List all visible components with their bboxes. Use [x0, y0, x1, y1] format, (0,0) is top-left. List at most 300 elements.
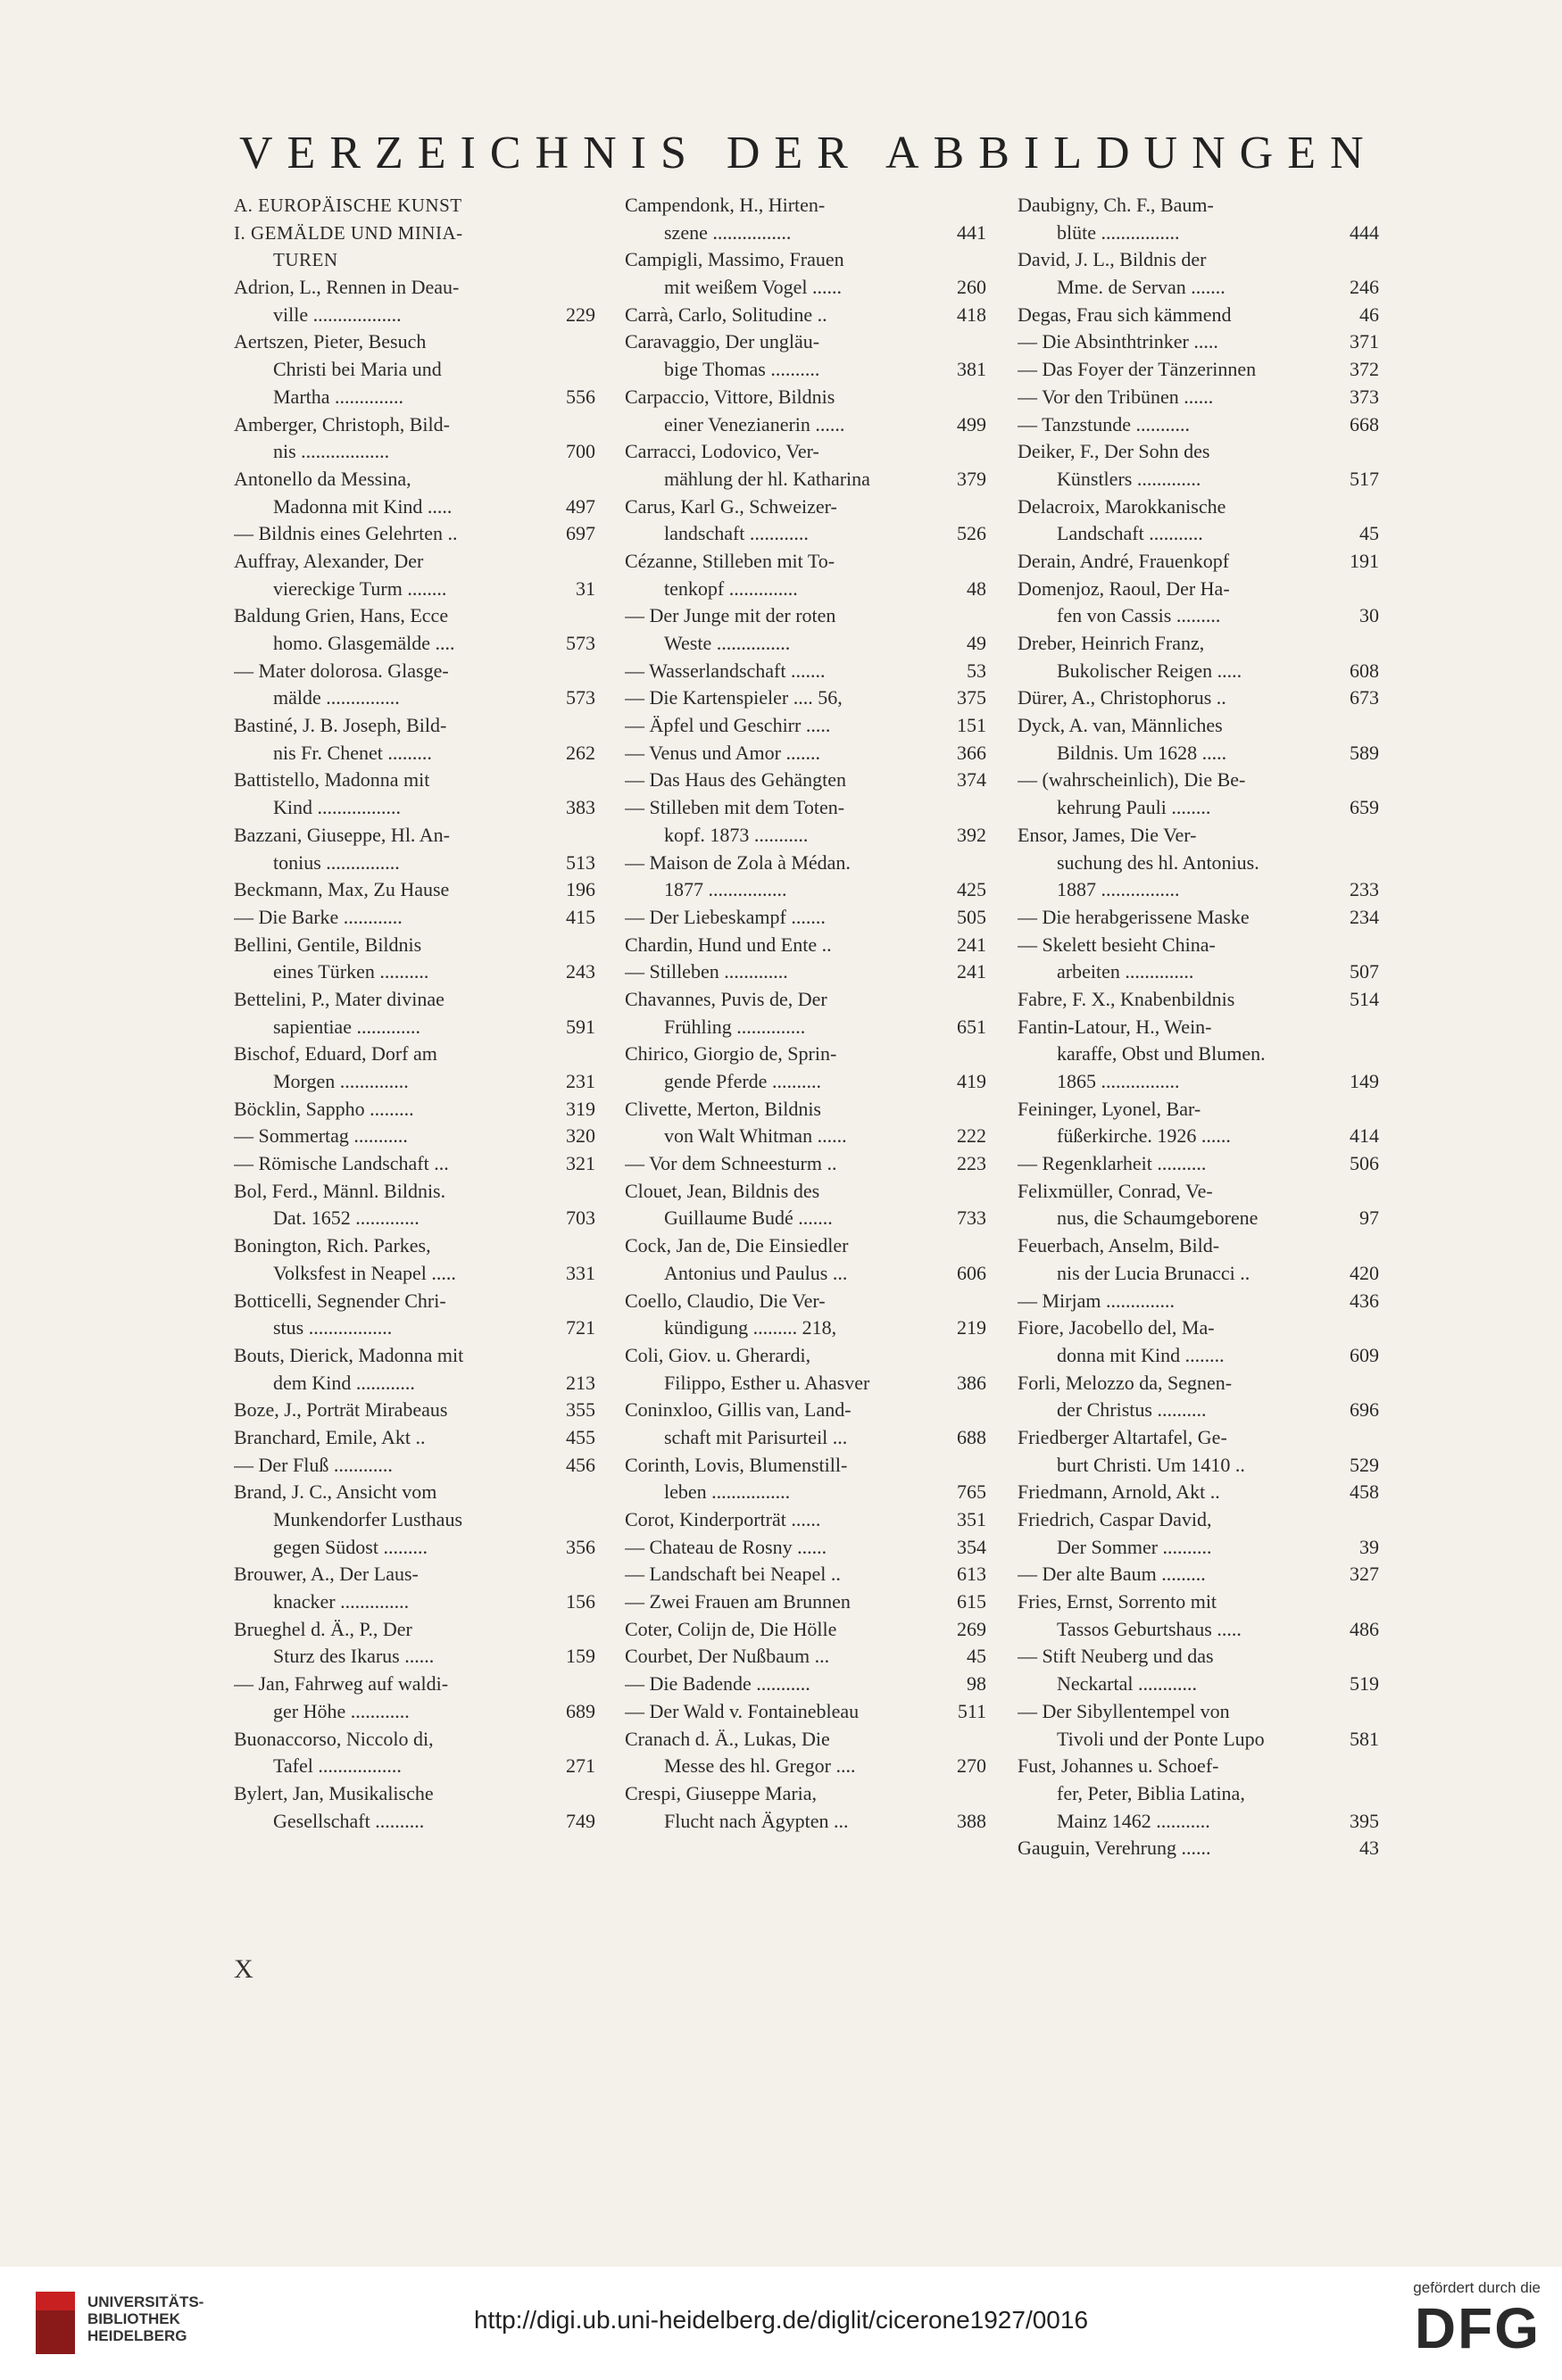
index-entry	[1018, 1534, 1379, 1562]
entry-text: — Wasserlandschaft .......	[625, 659, 826, 682]
entry-page-number: 507	[1346, 958, 1379, 986]
entry-text: kehrung Pauli ........	[1057, 796, 1211, 819]
library-name-line: UNIVERSITÄTS-	[87, 2293, 204, 2310]
index-entry	[625, 1534, 986, 1562]
entry-page-number: 321	[562, 1150, 595, 1178]
entry-page-number: 356	[562, 1534, 595, 1562]
entry-page-number: 241	[953, 958, 986, 986]
entry-page-number: 606	[953, 1260, 986, 1288]
entry-page-number: 505	[953, 904, 986, 932]
entry-text: Beckmann, Max, Zu Hause	[234, 878, 450, 901]
index-entry	[1018, 246, 1379, 274]
index-entry	[1018, 876, 1379, 904]
entry-text: Ensor, James, Die Ver-	[1018, 823, 1197, 846]
entry-text: karaffe, Obst und Blumen.	[1057, 1042, 1266, 1066]
index-entry	[1018, 822, 1379, 850]
index-entry	[625, 767, 986, 794]
entry-text: 1865 ................	[1057, 1070, 1180, 1092]
entry-text: Delacroix, Marokkanische	[1018, 494, 1226, 518]
entry-page-number: 260	[953, 274, 986, 302]
index-entry	[625, 1479, 986, 1506]
entry-text: Caravaggio, Der ungläu-	[625, 330, 820, 353]
index-entry	[625, 850, 986, 877]
entry-page-number: 519	[1346, 1671, 1379, 1698]
entry-text: Kind .................	[273, 796, 401, 819]
index-entry	[625, 1041, 986, 1068]
entry-text: Campendonk, H., Hirten-	[625, 194, 826, 216]
index-entry	[234, 932, 595, 959]
entry-text: — Venus und Amor .......	[625, 741, 820, 764]
entry-page-number: 673	[1346, 684, 1379, 712]
entry-page-number: 53	[963, 658, 986, 685]
index-entry	[1018, 384, 1379, 411]
index-entry	[1018, 1808, 1379, 1836]
entry-page-number: 374	[953, 767, 986, 794]
entry-text: — (wahrscheinlich), Die Be-	[1018, 768, 1246, 792]
entry-text: — Die Badende ...........	[625, 1672, 810, 1696]
entry-text: Crespi, Giuseppe Maria,	[625, 1781, 818, 1804]
index-entry	[234, 712, 595, 740]
entry-page-number: 436	[1346, 1288, 1379, 1315]
entry-page-number: 379	[953, 466, 986, 493]
index-entry	[625, 876, 986, 904]
index-entry	[625, 1780, 986, 1808]
index-entry	[625, 1205, 986, 1232]
index-entry	[234, 466, 595, 493]
entry-text: — Die Absinthtrinker .....	[1018, 330, 1218, 353]
entry-text: — Chateau de Rosny ......	[625, 1535, 827, 1558]
index-entry	[1018, 302, 1379, 329]
entry-text: eines Türken ..........	[273, 960, 429, 983]
entry-page-number: 700	[562, 438, 595, 466]
index-entry	[625, 1616, 986, 1644]
index-entry	[625, 1808, 986, 1836]
index-entry	[234, 1534, 595, 1562]
entry-text: Bouts, Dierick, Madonna mit	[234, 1343, 464, 1366]
entry-text: Gesellschaft ..........	[273, 1809, 425, 1832]
page-title: VERZEICHNIS DER ABBILDUNGEN	[239, 128, 1378, 178]
entry-text: — Äpfel und Geschirr .....	[625, 714, 831, 737]
entry-page-number: 414	[1346, 1123, 1379, 1150]
entry-text: Fust, Johannes u. Schoef-	[1018, 1754, 1219, 1778]
index-entry	[234, 1205, 595, 1232]
entry-page-number: 455	[562, 1424, 595, 1452]
index-entry	[234, 684, 595, 712]
entry-text: Fantin-Latour, H., Wein-	[1018, 1015, 1212, 1038]
index-entry	[234, 1041, 595, 1068]
entry-text: 1877 ................	[664, 878, 787, 901]
index-entry	[625, 192, 986, 220]
index-entry	[625, 1671, 986, 1698]
index-entry	[234, 822, 595, 850]
entry-page-number: 615	[953, 1588, 986, 1616]
entry-page-number: 39	[1356, 1534, 1379, 1562]
index-entry	[625, 1068, 986, 1096]
entry-text: knacker ..............	[273, 1590, 410, 1613]
entry-page-number: 331	[562, 1260, 595, 1288]
entry-text: Coter, Colijn de, Die Hölle	[625, 1617, 837, 1640]
index-entry	[1018, 1835, 1379, 1862]
index-entry	[625, 411, 986, 439]
index-entry	[234, 1588, 595, 1616]
entry-text: mit weißem Vogel ......	[664, 276, 843, 299]
index-entry	[234, 958, 595, 986]
entry-text: Mme. de Servan .......	[1057, 276, 1226, 299]
index-entry	[1018, 958, 1379, 986]
index-entry	[1018, 356, 1379, 384]
index-entry	[625, 986, 986, 1014]
index-entry	[625, 1561, 986, 1588]
entry-page-number: 556	[562, 384, 595, 411]
index-entry	[1018, 438, 1379, 466]
index-entry	[234, 1068, 595, 1096]
index-entry	[1018, 684, 1379, 712]
entry-text: schaft mit Parisurteil ...	[664, 1425, 848, 1448]
entry-text: — Zwei Frauen am Brunnen	[625, 1590, 851, 1613]
entry-page-number: 372	[1346, 356, 1379, 384]
index-entry	[625, 1314, 986, 1342]
dfg-logo: DFG	[1414, 2296, 1541, 2360]
entry-text: Corot, Kinderporträt ......	[625, 1508, 821, 1530]
entry-text: Messe des hl. Gregor ....	[664, 1754, 856, 1778]
entry-text: burt Christi. Um 1410 ..	[1057, 1453, 1245, 1476]
entry-text: Auffray, Alexander, Der	[234, 549, 424, 572]
entry-text: Dreber, Heinrich Franz,	[1018, 632, 1205, 654]
index-entry	[1018, 1561, 1379, 1588]
index-entry	[1018, 1671, 1379, 1698]
entry-text: Bischof, Eduard, Dorf am	[234, 1042, 437, 1066]
index-entry	[625, 438, 986, 466]
entry-text: Aertszen, Pieter, Besuch	[234, 330, 427, 353]
entry-page-number: 233	[1346, 876, 1379, 904]
index-entry	[1018, 1014, 1379, 1041]
entry-page-number: 506	[1346, 1150, 1379, 1178]
entry-text: Sturz des Ikarus ......	[273, 1645, 435, 1668]
entry-text: Clivette, Merton, Bildnis	[625, 1097, 821, 1120]
entry-text: Coli, Giov. u. Gherardi,	[625, 1343, 811, 1366]
entry-page-number: 97	[1356, 1205, 1379, 1232]
entry-text: Madonna mit Kind .....	[273, 494, 453, 518]
index-entry	[625, 684, 986, 712]
entry-page-number: 418	[953, 302, 986, 329]
entry-text: Filippo, Esther u. Ahasver	[664, 1371, 870, 1394]
entry-text: Bylert, Jan, Musikalische	[234, 1781, 434, 1804]
entry-text: — Der Fluß ............	[234, 1453, 393, 1476]
entry-page-number: 231	[562, 1068, 595, 1096]
index-entry	[234, 1452, 595, 1480]
entry-text: Carpaccio, Vittore, Bildnis	[625, 385, 835, 408]
entry-text: bige Thomas ..........	[664, 358, 820, 381]
index-entry	[234, 1616, 595, 1644]
index-entry	[1018, 192, 1379, 220]
index-entry	[625, 740, 986, 767]
index-entry	[1018, 576, 1379, 603]
index-entry	[625, 1260, 986, 1288]
entry-page-number: 608	[1346, 658, 1379, 685]
entry-text: Battistello, Madonna mit	[234, 768, 430, 792]
entry-text: — Der alte Baum .........	[1018, 1563, 1206, 1586]
entry-text: — Der Wald v. Fontainebleau	[625, 1699, 860, 1722]
entry-text: Felixmüller, Conrad, Ve-	[1018, 1179, 1213, 1202]
index-entry	[625, 1096, 986, 1124]
entry-text: I. GEMÄLDE UND MINIA-	[234, 221, 463, 244]
index-entry	[234, 520, 595, 548]
index-entry	[625, 822, 986, 850]
index-entry	[234, 602, 595, 630]
entry-text: Antonius und Paulus ...	[664, 1261, 848, 1284]
entry-page-number: 425	[953, 876, 986, 904]
index-entry	[234, 1808, 595, 1836]
entry-text: tenkopf ..............	[664, 576, 798, 600]
entry-page-number: 196	[562, 876, 595, 904]
index-entry	[1018, 1123, 1379, 1150]
index-entry	[1018, 1424, 1379, 1452]
entry-text: Derain, André, Frauenkopf	[1018, 549, 1230, 572]
entry-text: blüte ................	[1057, 220, 1180, 244]
footer-bar	[0, 2267, 1562, 2380]
index-entry	[234, 1232, 595, 1260]
index-entry	[1018, 220, 1379, 247]
index-entry	[625, 794, 986, 822]
index-entry	[234, 1370, 595, 1397]
index-entry	[1018, 520, 1379, 548]
index-entry	[1018, 1753, 1379, 1780]
entry-text: mählung der hl. Katharina	[664, 467, 870, 490]
entry-text: Antonello da Messina,	[234, 467, 411, 490]
entry-text: Amberger, Christoph, Bild-	[234, 412, 450, 435]
index-entry	[234, 740, 595, 767]
index-entry	[234, 794, 595, 822]
entry-text: Landschaft ...........	[1057, 522, 1203, 545]
index-column-2	[625, 192, 986, 1835]
entry-text: — Die Kartenspieler .... 56,	[625, 686, 843, 709]
index-entry	[1018, 658, 1379, 685]
entry-page-number: 392	[953, 822, 986, 850]
index-entry	[625, 1178, 986, 1206]
entry-page-number: 48	[963, 576, 986, 603]
entry-text: Künstlers .............	[1057, 467, 1201, 490]
entry-page-number: 243	[562, 958, 595, 986]
permalink-url[interactable]: http://digi.ub.uni-heidelberg.de/diglit/cicerone1927/0016	[473, 2306, 1089, 2334]
entry-text: Der Sommer ..........	[1057, 1535, 1212, 1558]
entry-text: Volksfest in Neapel .....	[273, 1261, 456, 1284]
entry-page-number: 668	[1346, 411, 1379, 439]
entry-page-number: 46	[1356, 302, 1379, 329]
index-entry	[234, 328, 595, 356]
entry-text: Chardin, Hund und Ente ..	[625, 933, 832, 956]
entry-text: Friedberger Altartafel, Ge-	[1018, 1425, 1227, 1448]
index-entry	[234, 1698, 595, 1726]
index-entry	[234, 1397, 595, 1424]
index-entry	[1018, 1479, 1379, 1506]
index-entry	[234, 850, 595, 877]
index-entry	[625, 493, 986, 521]
index-entry	[1018, 1588, 1379, 1616]
entry-page-number: 271	[562, 1753, 595, 1780]
index-entry	[1018, 904, 1379, 932]
index-entry	[1018, 1452, 1379, 1480]
index-entry	[625, 1452, 986, 1480]
entry-page-number: 456	[562, 1452, 595, 1480]
index-entry	[234, 1671, 595, 1698]
entry-page-number: 241	[953, 932, 986, 959]
entry-text: Cézanne, Stilleben mit To-	[625, 549, 835, 572]
index-entry	[625, 1232, 986, 1260]
index-entry	[234, 1643, 595, 1671]
index-entry	[625, 1342, 986, 1370]
entry-text: sapientiae .............	[273, 1015, 420, 1038]
index-entry	[1018, 794, 1379, 822]
entry-page-number: 526	[953, 520, 986, 548]
entry-page-number: 371	[1346, 328, 1379, 356]
index-entry	[234, 1288, 595, 1315]
index-entry	[625, 328, 986, 356]
entry-text: — Mater dolorosa. Glasge-	[234, 659, 449, 682]
entry-text: — Vor den Tribünen ......	[1018, 385, 1214, 408]
index-entry	[234, 1314, 595, 1342]
index-entry	[234, 1014, 595, 1041]
entry-page-number: 319	[562, 1096, 595, 1124]
entry-page-number: 499	[953, 411, 986, 439]
entry-text: Mainz 1462 ...........	[1057, 1809, 1210, 1832]
entry-text: Frühling ..............	[664, 1015, 806, 1038]
entry-text: Cranach d. Ä., Lukas, Die	[625, 1727, 830, 1750]
index-entry	[234, 1726, 595, 1754]
entry-page-number: 511	[954, 1698, 986, 1726]
entry-text: — Das Haus des Gehängten	[625, 768, 847, 792]
entry-text: Clouet, Jean, Bildnis des	[625, 1179, 820, 1202]
index-entry	[1018, 1370, 1379, 1397]
entry-text: Boze, J., Porträt Mirabeaus	[234, 1398, 448, 1422]
entry-page-number: 262	[562, 740, 595, 767]
entry-page-number: 219	[953, 1314, 986, 1342]
entry-page-number: 703	[562, 1205, 595, 1232]
entry-text: Buonaccorso, Niccolo di,	[234, 1727, 434, 1750]
index-entry	[625, 356, 986, 384]
entry-page-number: 689	[562, 1698, 595, 1726]
index-entry	[234, 904, 595, 932]
entry-text: Bellini, Gentile, Bildnis	[234, 933, 422, 956]
index-entry	[625, 1123, 986, 1150]
entry-text: mälde ...............	[273, 686, 400, 709]
index-entry	[625, 1288, 986, 1315]
section-heading	[234, 192, 595, 220]
entry-text: einer Venezianerin ......	[664, 412, 845, 435]
entry-page-number: 351	[953, 1506, 986, 1534]
index-entry	[234, 1342, 595, 1370]
entry-text: Friedrich, Caspar David,	[1018, 1508, 1212, 1530]
entry-text: — Stilleben .............	[625, 960, 788, 983]
entry-text: kündigung ......... 218,	[664, 1316, 837, 1339]
entry-text: Brand, J. C., Ansicht vom	[234, 1480, 437, 1504]
index-entry	[234, 438, 595, 466]
index-entry	[234, 1561, 595, 1588]
entry-text: Fries, Ernst, Sorrento mit	[1018, 1590, 1217, 1613]
entry-page-number: 609	[1346, 1342, 1379, 1370]
index-entry	[1018, 1397, 1379, 1424]
entry-page-number: 383	[562, 794, 595, 822]
entry-text: Coninxloo, Gillis van, Land-	[625, 1398, 852, 1422]
index-entry	[1018, 1178, 1379, 1206]
entry-page-number: 43	[1356, 1835, 1379, 1862]
index-entry	[625, 246, 986, 274]
entry-text: — Skelett besieht China-	[1018, 933, 1216, 956]
entry-text: — Mirjam ..............	[1018, 1289, 1175, 1312]
entry-page-number: 373	[1346, 384, 1379, 411]
index-entry	[234, 302, 595, 329]
entry-page-number: 696	[1346, 1397, 1379, 1424]
entry-page-number: 234	[1346, 904, 1379, 932]
index-column-3	[1018, 192, 1379, 1862]
entry-text: Neckartal ............	[1057, 1672, 1197, 1696]
page-number: X	[234, 1954, 253, 1984]
entry-text: David, J. L., Bildnis der	[1018, 248, 1207, 271]
entry-text: Tassos Geburtshaus .....	[1057, 1617, 1242, 1640]
index-entry	[234, 1506, 595, 1534]
entry-page-number: 591	[562, 1014, 595, 1041]
entry-page-number: 513	[562, 850, 595, 877]
entry-text: Guillaume Budé .......	[664, 1207, 833, 1230]
entry-text: Campigli, Massimo, Frauen	[625, 248, 844, 271]
entry-page-number: 613	[953, 1561, 986, 1588]
entry-text: Brueghel d. Ä., P., Der	[234, 1617, 412, 1640]
index-entry	[234, 1753, 595, 1780]
entry-text: Bazzani, Giuseppe, Hl. An-	[234, 823, 450, 846]
entry-text: Coello, Claudio, Die Ver-	[625, 1289, 826, 1312]
entry-text: Böcklin, Sappho .........	[234, 1097, 414, 1120]
index-entry	[1018, 1068, 1379, 1096]
entry-page-number: 395	[1346, 1808, 1379, 1836]
index-entry	[234, 1150, 595, 1178]
index-entry	[234, 411, 595, 439]
entry-text: Flucht nach Ägypten ...	[664, 1809, 849, 1832]
entry-page-number: 517	[1346, 466, 1379, 493]
index-entry	[625, 904, 986, 932]
entry-page-number: 415	[562, 904, 595, 932]
entry-text: Adrion, L., Rennen in Deau-	[234, 276, 460, 299]
entry-text: tonius ...............	[273, 850, 400, 874]
entry-page-number: 149	[1346, 1068, 1379, 1096]
entry-page-number: 386	[953, 1370, 986, 1397]
entry-text: nis der Lucia Brunacci ..	[1057, 1261, 1250, 1284]
entry-text: von Walt Whitman ......	[664, 1124, 847, 1148]
index-entry	[625, 712, 986, 740]
section-heading	[234, 220, 595, 247]
entry-text: fer, Peter, Biblia Latina,	[1057, 1781, 1245, 1804]
entry-page-number: 458	[1346, 1479, 1379, 1506]
entry-text: gegen Südost .........	[273, 1535, 428, 1558]
entry-text: Tivoli und der Ponte Lupo	[1057, 1727, 1265, 1750]
index-entry	[625, 274, 986, 302]
entry-text: — Die Barke ............	[234, 905, 403, 928]
entry-text: Courbet, Der Nußbaum ...	[625, 1645, 830, 1668]
entry-page-number: 765	[953, 1479, 986, 1506]
entry-text: Fabre, F. X., Knabenbildnis	[1018, 987, 1235, 1010]
entry-text: Deiker, F., Der Sohn des	[1018, 440, 1210, 463]
entry-text: nis Fr. Chenet .........	[273, 741, 432, 764]
index-entry	[1018, 466, 1379, 493]
entry-text: der Christus ..........	[1057, 1398, 1207, 1422]
entry-page-number: 354	[953, 1534, 986, 1562]
index-entry	[625, 1643, 986, 1671]
index-entry	[1018, 1780, 1379, 1808]
index-entry	[625, 520, 986, 548]
entry-text: szene ................	[664, 220, 792, 244]
entry-text: — Das Foyer der Tänzerinnen	[1018, 358, 1257, 381]
entry-text: Baldung Grien, Hans, Ecce	[234, 604, 449, 627]
index-entry	[625, 658, 986, 685]
index-entry	[1018, 712, 1379, 740]
